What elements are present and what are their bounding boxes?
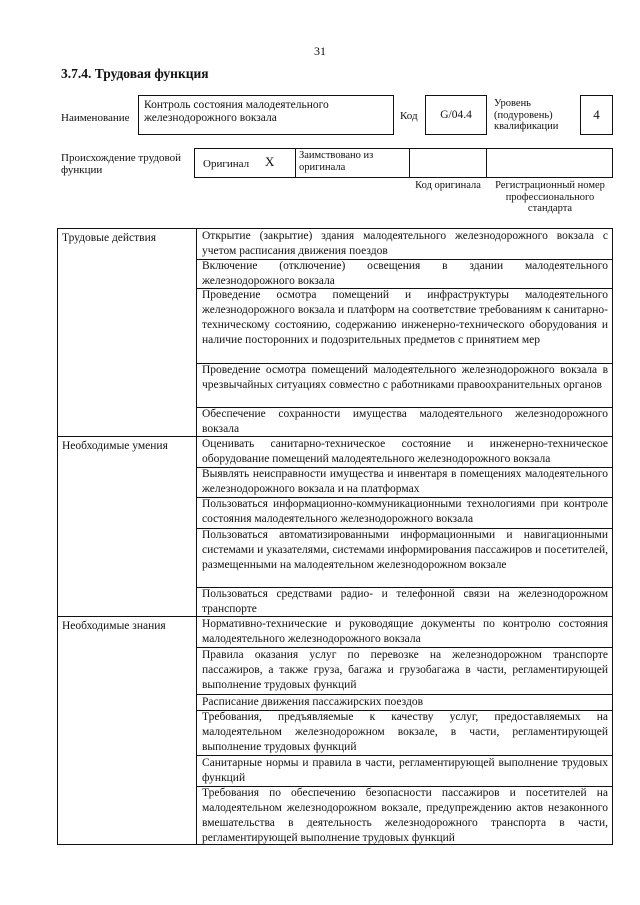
level-label: Уровень (подуровень) квалификации: [494, 98, 559, 132]
knowledge-item: Нормативно-технические и руководящие документы по контролю состояния малодеятельного железнодорожного вокзала: [202, 618, 608, 645]
labor-actions-label: Трудовые действия: [62, 232, 157, 244]
name-value: Контроль состояния малодеятельного железнодорожного вокзала: [144, 99, 329, 124]
code-label: Код: [400, 110, 418, 122]
original-mark: X: [265, 154, 275, 169]
original-label: Оригинал: [203, 158, 250, 170]
origin-label: Происхождение трудовой функции: [61, 152, 182, 176]
labor-action-item: Открытие (закрытие) здания малодеятельного железнодорожного вокзала с учетом расписания движения поездов: [202, 230, 608, 257]
name-value-box: [138, 95, 394, 135]
page-number: 31: [314, 44, 326, 58]
level-value: 4: [593, 107, 600, 122]
labor-action-item: Проведение осмотра помещений малодеятельного железнодорожного вокзала в чрезвычайных ситуациях совместно с работниками правоохранительных органов: [202, 364, 608, 391]
code-value: G/04.4: [440, 109, 472, 121]
skill-item: Оценивать санитарно-техническое состояние и инженерно-техническое оборудование помещений малодеятельного железнодорожного вокзала: [202, 438, 608, 465]
knowledge-item: Требования по обеспечению безопасности пассажиров и посетителей на малодеятельном железнодорожном вокзале, предупреждению актов незаконного вмешательства в деятельность железнодорожного транспорта в части, регламентирующей выполнение трудовых функций: [202, 787, 608, 844]
skills-label: Необходимые умения: [62, 440, 168, 452]
labor-action-item: Включение (отключение) освещения в здании малодеятельного железнодорожного вокзала: [202, 260, 608, 287]
knowledge-item: Санитарные нормы и правила в части, регламентирующей выполнение трудовых функций: [202, 757, 608, 784]
labor-action-item: Обеспечение сохранности имущества малодеятельного железнодорожного вокзала: [202, 408, 608, 435]
code-value-box: [425, 95, 487, 135]
skill-item: Пользоваться средствами радио- и телефонной связи на железнодорожном транспорте: [202, 588, 608, 615]
level-value-box: [580, 95, 613, 135]
knowledge-item: Правила оказания услуг по перевозке на железнодорожном транспорте пассажиров, а также груза, багажа и грузобагажа в части, регламентирующей выполнение трудовых функций: [202, 649, 608, 691]
code-original-caption: Код оригинала: [415, 180, 481, 191]
skill-item: Пользоваться автоматизированными информационными и навигационными системами и указателями, системами информирования пассажиров и посетителей, размещенными на малодеятельном железнодорожном вокзале: [202, 529, 608, 571]
reg-number-caption: Регистрационный номер профессионального стандарта: [495, 180, 605, 214]
knowledge-label: Необходимые знания: [62, 620, 166, 632]
name-label: Наименование: [61, 112, 130, 124]
section-title: 3.7.4. Трудовая функция: [61, 66, 209, 81]
knowledge-item: Требования, предъявляемые к качеству услуг, предоставляемых на малодеятельном железнодорожном вокзале, в части, регламентирующей выполнение трудовых функций: [202, 711, 608, 753]
borrowed-label: Заимствовано из оригинала: [299, 150, 374, 173]
labor-action-item: Проведение осмотра помещений и инфраструктуры малодеятельного железнодорожного вокзала и платформ на соответствие требованиям к санитарно-техническому состоянию, содержанию инженерно-технического оборудования и наличие посторонних и подозрительных предметов с принятием мер: [202, 289, 608, 346]
skill-item: Пользоваться информационно-коммуникационными технологиями при контроле состояния малодеятельного железнодорожного вокзала: [202, 498, 608, 525]
skill-item: Выявлять неисправности имущества и инвентаря в помещениях малодеятельного железнодорожного вокзала и на платформах: [202, 468, 608, 495]
knowledge-item: Расписание движения пассажирских поездов: [202, 696, 424, 708]
